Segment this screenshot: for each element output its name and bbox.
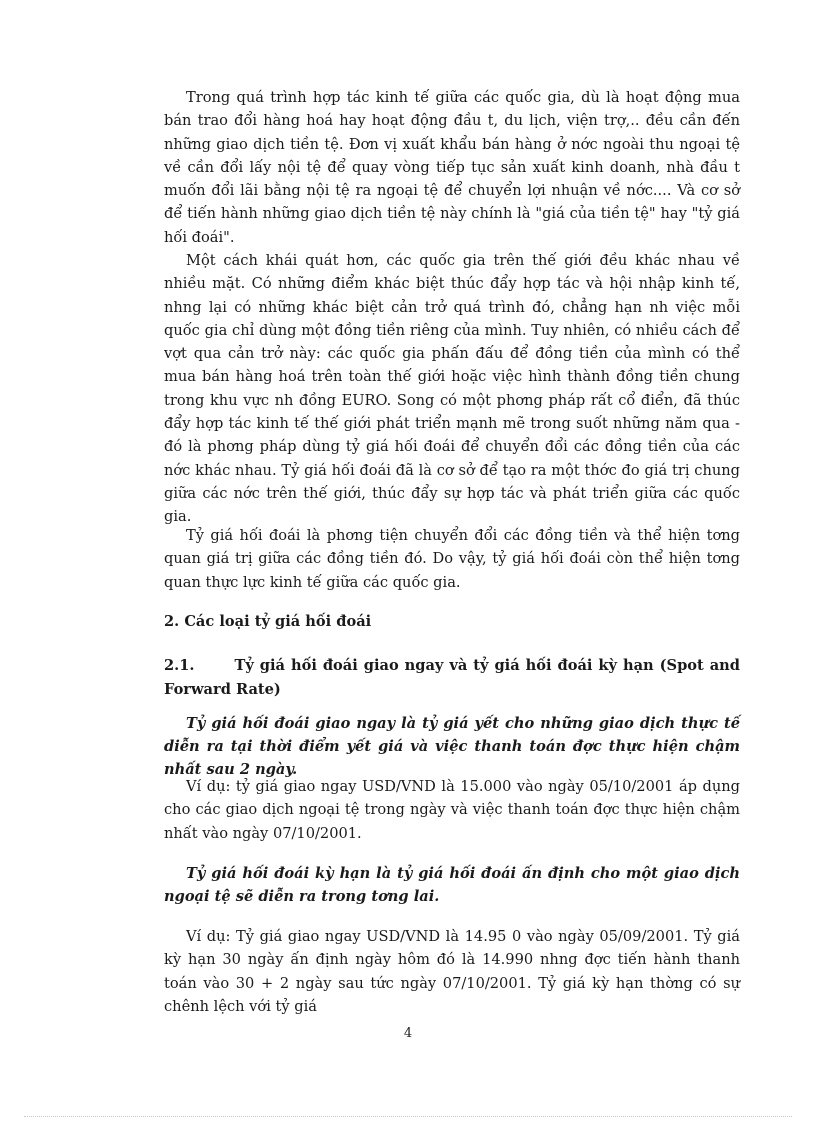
paragraph-definition xyxy=(164,524,740,594)
paragraph-overview xyxy=(164,249,740,529)
subsection-title: Tỷ giá hối đoái giao ngay và tỷ giá hối đoái kỳ hạn (Spot and Forward Rate) xyxy=(164,657,740,698)
emphasized-definition: Tỷ giá hối đoái giao ngay là tỷ giá yết cho những giao dịch thực tế diễn ra tại thời điểm yết giá và việc thanh toán đợc thực hiện chậm nhất sau 2 ngày. xyxy=(164,715,740,778)
page-bottom-rule xyxy=(24,1116,792,1117)
body-paragraph: Một cách khái quát hơn, các quốc gia trên thế giới đều khác nhau về nhiều mặt. Có những điểm khác biệt thúc đẩy hợp tác và hội nhập kinh tế, nhng lại có những khác biệt cản trở quá trình đó, chẳng hạn nh việc mỗi quốc gia chỉ dùng một đồng tiền riêng của mình. Tuy nhiên, có nhiều cách để vợt qua cản trở này: các quốc gia phấn đấu để đồng tiền của mình có thể mua bán hàng hoá trên toàn thế giới hoặc việc hình thành đồng tiền chung trong khu vực nh đồng EURO. Song có một phơng pháp rất cổ điển, đã thúc đẩy hợp tác kinh tế thế giới phát triển mạnh mẽ trong suốt những năm qua - đó là phơng pháp dùng tỷ giá hối đoái để chuyển đổi các đồng tiền của các nớc khác nhau. Tỷ giá hối đoái đã là cơ sở để tạo ra một thớc đo giá trị chung giữa các nớc trên thế giới, thúc đẩy sự hợp tác và phát triển giữa các quốc gia. xyxy=(164,252,740,526)
section-2-heading: 2. Các loại tỷ giá hối đoái xyxy=(164,613,372,630)
body-paragraph: Tỷ giá hối đoái là phơng tiện chuyển đổi các đồng tiền và thể hiện tơng quan giá trị giữa các đồng tiền đó. Do vậy, tỷ giá hối đoái còn thể hiện tơng quan thực lực kinh tế giữa các quốc gia. xyxy=(164,527,740,591)
subsection-2-1-heading xyxy=(164,654,740,701)
emphasized-definition: Tỷ giá hối đoái kỳ hạn là tỷ giá hối đoái ấn định cho một giao dịch ngoại tệ sẽ diễn ra trong tơng lai. xyxy=(164,865,740,905)
spot-example xyxy=(164,775,740,845)
section-heading xyxy=(164,610,740,633)
spot-definition xyxy=(164,712,740,781)
subsection-heading xyxy=(164,654,740,701)
paragraph-intro xyxy=(164,86,740,249)
forward-definition xyxy=(164,862,740,908)
page-number: 4 xyxy=(403,1026,413,1041)
subsection-number: 2.1. xyxy=(164,657,195,674)
body-paragraph: Trong quá trình hợp tác kinh tế giữa các quốc gia, dù là hoạt động mua bán trao đổi hàng hoá hay hoạt động đầu t, du lịch, viện trợ,.. đều cần đến những giao dịch tiền tệ. Đơn vị xuất khẩu bán hàng ở nớc ngoài thu ngoại tệ về cần đổi lấy nội tệ để quay vòng tiếp tục sản xuất kinh doanh, nhà đầu t muốn đổi lãi bằng nội tệ ra ngoại tệ để chuyển lợi nhuận về nớc.... Và cơ sở để tiến hành những giao dịch tiền tệ này chính là "giá của tiền tệ" hay "tỷ giá hối đoái". xyxy=(164,89,740,246)
forward-example xyxy=(164,925,740,1018)
body-paragraph: Ví dụ: tỷ giá giao ngay USD/VND là 15.000 vào ngày 05/10/2001 áp dụng cho các giao dịch ngoại tệ trong ngày và việc thanh toán đợc thực hiện chậm nhất vào ngày 07/10/2001. xyxy=(164,778,740,842)
body-paragraph: Ví dụ: Tỷ giá giao ngay USD/VND là 14.95 0 vào ngày 05/09/2001. Tỷ giá kỳ hạn 30 ngày ấn định ngày hôm đó là 14.990 nhng đợc tiến hành thanh toán vào 30 + 2 ngày sau tức ngày 07/10/2001. Tỷ giá kỳ hạn thờng có sự chênh lệch với tỷ giá xyxy=(164,928,740,1015)
